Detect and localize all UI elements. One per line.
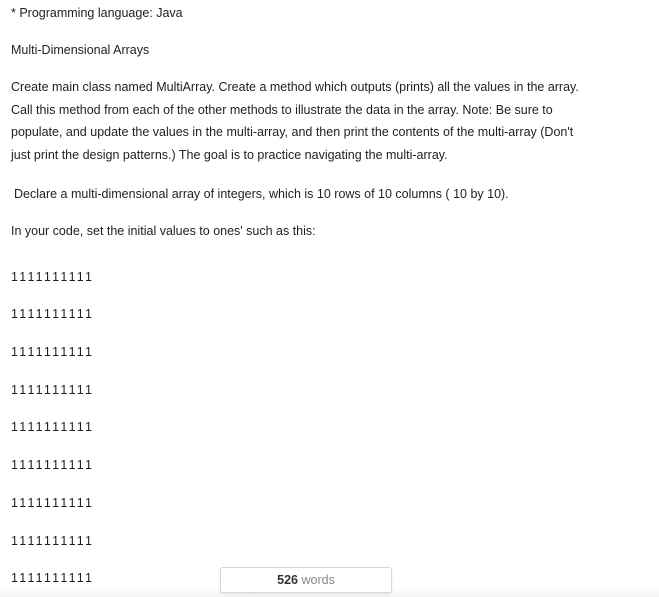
array-row: 1111111111 <box>11 383 95 397</box>
topic-title: Multi-Dimensional Arrays <box>11 43 150 57</box>
array-row: 1111111111 <box>11 270 95 284</box>
instructions-paragraph <box>11 76 631 166</box>
instruction-line: Call this method from each of the other methods to illustrate the data in the array. Note: Be sure to <box>11 102 553 117</box>
word-count-badge[interactable] <box>220 567 392 593</box>
instruction-line: Create main class named MultiArray. Create a method which outputs (prints) all the values in the array. <box>11 80 579 94</box>
word-count-label: words <box>301 573 335 587</box>
array-row: 1111111111 <box>11 307 95 321</box>
array-row: 1111111111 <box>11 571 95 585</box>
array-row: 1111111111 <box>11 496 95 510</box>
array-row: 1111111111 <box>11 420 95 434</box>
array-row: 1111111111 <box>11 458 95 472</box>
array-row: 1111111111 <box>11 345 95 359</box>
instruction-line: just print the design patterns.) The goal is to practice navigating the multi-array. <box>11 147 448 162</box>
instruction-line: populate, and update the values in the multi-array, and then print the contents of the multi-array (Don't <box>11 125 574 139</box>
language-label: * Programming language: Java <box>11 6 183 20</box>
word-count-value: 526 <box>277 573 299 587</box>
initial-values-text: In your code, set the initial values to ones' such as this: <box>11 224 316 238</box>
array-row: 1111111111 <box>11 534 95 548</box>
declare-text: Declare a multi-dimensional array of integers, which is 10 rows of 10 columns ( 10 by 10). <box>14 187 509 201</box>
